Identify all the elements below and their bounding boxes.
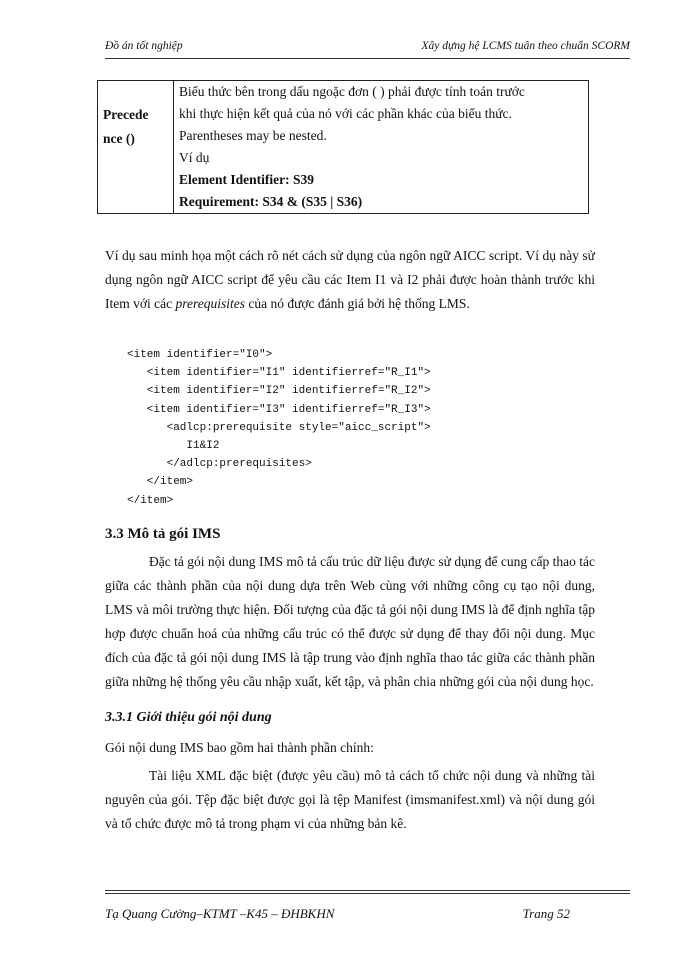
intro-text-end: của nó được đánh giá bởi hệ thống LMS.	[244, 296, 470, 311]
table-line: Biểu thức bên trong dấu ngoặc đơn ( ) phải được tính toán trước	[179, 84, 525, 99]
code-line: <item identifier="I0">	[127, 349, 273, 361]
code-block	[127, 346, 431, 510]
prerequisites-emphasis: prerequisites	[175, 296, 245, 311]
code-line: </adlcp:prerequisites>	[127, 458, 312, 471]
manifest-paragraph: Tài liệu XML đặc biệt (được yêu cầu) mô tả cách tổ chức nội dung và những tài nguyên của gói. Tệp đặc biệt được gọi là tệp Manifest (imsmanifest.xml) và nội dung gói và tổ chức được mô tả trong phạm vi của những bản kê.	[105, 768, 595, 831]
header-left: Đồ án tốt nghiệp	[105, 40, 183, 52]
code-line: <item identifier="I2" identifierref="R_I2">	[127, 385, 431, 398]
table-term-cell	[98, 81, 174, 214]
table-line: khi thực hiện kết quả của nó với các phần khác của biểu thức.	[179, 106, 512, 121]
code-line: <item identifier="I3" identifierref="R_I3">	[127, 403, 431, 416]
footer-rule	[105, 890, 630, 891]
section-heading: 3.3 Mô tả gói IMS	[105, 526, 221, 542]
precedence-table	[97, 80, 589, 214]
footer-author: Tạ Quang Cường–KTMT –K45 – ĐHBKHN	[105, 906, 335, 921]
code-line: <adlcp:prerequisite style="aicc_script">	[127, 421, 431, 434]
header-right: Xây dựng hệ LCMS tuân theo chuẩn SCORM	[421, 40, 630, 52]
table-description-cell	[174, 81, 589, 214]
code-line: <item identifier="I1" identifierref="R_I1">	[127, 367, 431, 380]
table-line: Parentheses may be nested.	[179, 128, 327, 143]
code-line: </item>	[127, 476, 194, 489]
subsection-heading: 3.3.1 Giới thiệu gói nội dung	[105, 710, 272, 725]
section-paragraph: Đặc tả gói nội dung IMS mô tả cấu trúc dữ liệu được sử dụng để cung cấp thao tác giữa các thành phần của nội dung dựa trên Web cùng với những công cụ tạo nội dung, LMS và môi trường thực hiện. Đối tượng của đặc tả gói nội dung IMS là để định nghĩa tập hợp được chuẩn hoá của những cấu trúc có thể được sử dụng để thay đổi nội dung. Mục đích của đặc tả gói nội dung IMS là tập trung vào định nghĩa thao tác giữa các thành phần giữa những hệ thống yêu cầu nhập xuất, kết tập, và phân chia những gói của nội dung học.	[105, 554, 595, 689]
header-rule	[105, 58, 630, 59]
table-line: Ví dụ	[179, 150, 210, 165]
table-term-line: nce ()	[103, 131, 135, 146]
intro-paragraph	[105, 244, 595, 316]
page-number: Trang 52	[522, 906, 570, 921]
code-line: </item>	[127, 494, 174, 507]
table-line: Element Identifier: S39	[179, 172, 314, 187]
table-term-line: Precede	[103, 107, 149, 122]
table-line: Requirement: S34 & (S35 | S36)	[179, 194, 363, 209]
code-line: I1&I2	[127, 440, 220, 453]
components-paragraph: Gói nội dung IMS bao gồm hai thành phần chính:	[105, 740, 374, 755]
footer-rule-2	[105, 893, 630, 894]
intro-text: Ví dụ sau minh họa một cách rõ nét cách sử dụng của ngôn ngữ AICC script. Ví dụ này sử dụng ngôn ngữ AICC script để yêu cầu các Item I1 và I2 phải được hoàn thành trước khi Item với các	[105, 248, 595, 311]
